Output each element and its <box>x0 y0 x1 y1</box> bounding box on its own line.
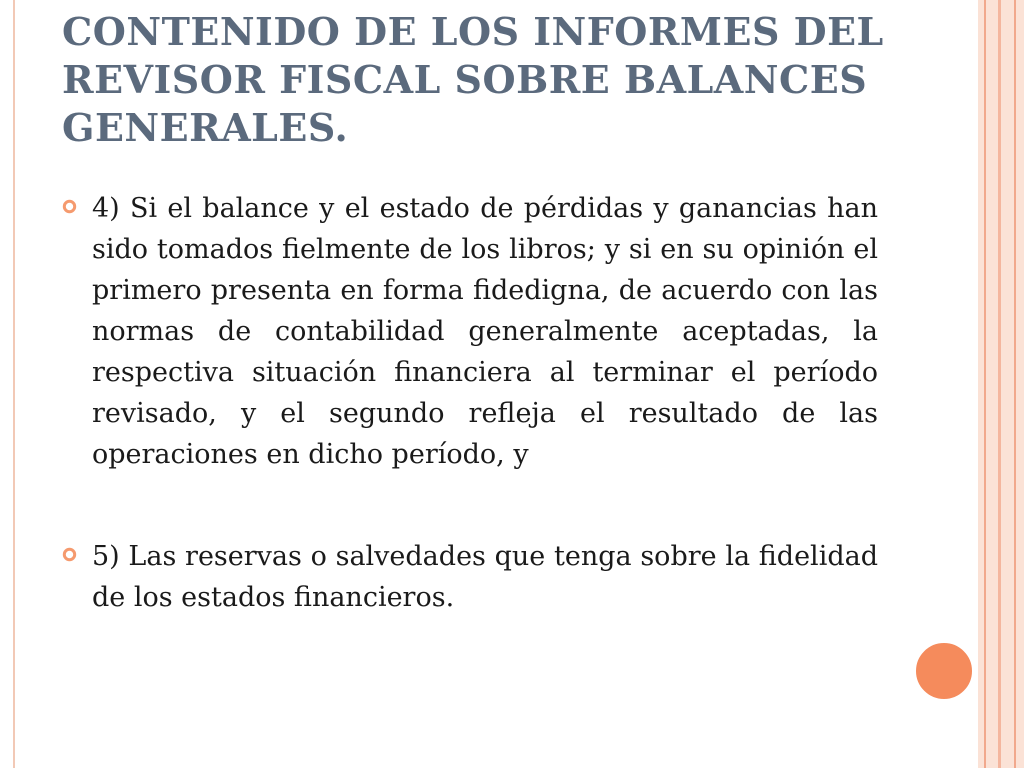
bullet-item <box>62 536 878 618</box>
bullet-text: 5) Las reservas o salvedades que tenga sobre la fidelidad de los estados financieros. <box>92 541 878 613</box>
open-circle-bullet-icon <box>62 547 77 562</box>
right-decorative-bar <box>978 0 1024 768</box>
open-circle-bullet-icon <box>62 199 77 214</box>
left-border-rule <box>13 0 15 768</box>
bullet-item <box>62 188 878 475</box>
bullet-list <box>62 188 878 679</box>
right-bar-line <box>998 0 1001 768</box>
orange-circle-decoration <box>913 640 975 702</box>
slide-title: CONTENIDO DE LOS INFORMES DEL REVISOR FISCAL SOBRE BALANCES GENERALES. <box>62 9 884 150</box>
right-bar-line <box>1014 0 1016 768</box>
right-bar-line <box>984 0 986 768</box>
bullet-text: 4) Si el balance y el estado de pérdidas y ganancias han sido tomados fielmente de los libros; y si en su opinión el primero presenta en forma fidedigna, de acuerdo con las normas de contabilidad generalmente aceptadas, la respectiva situación financiera al terminar el período revisado, y el segundo refleja el resultado de las operaciones en dicho período, y <box>92 193 878 470</box>
